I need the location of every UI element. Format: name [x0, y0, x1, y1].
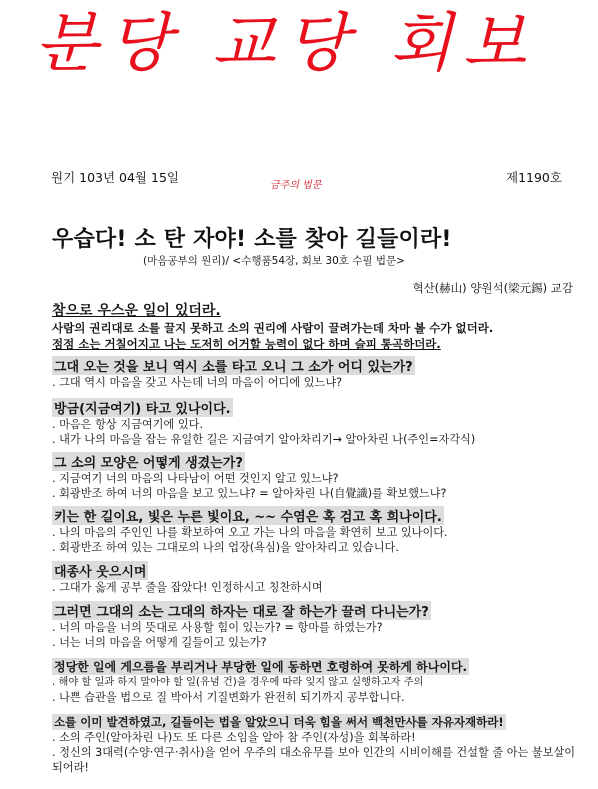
section-heading: 방금(지금여기) 타고 있나이다. — [52, 398, 233, 417]
section-line: . 너의 마음을 너의 뜻대로 사용할 힘이 있는가? = 항마를 하였는가? — [52, 621, 383, 634]
section-line: . 정신의 3대력(수양·연구·취사)을 얻어 우주의 대소유무를 보아 인간의 시비이해를 건설할 줄 아는 불보살이 되어라! — [52, 746, 576, 774]
masthead-title: 분당 교당 회보 — [34, 7, 537, 81]
article-author: 혁산(赫山) 양원석(梁元錫) 교감 — [412, 281, 573, 295]
section-line: . 나쁜 습관을 법으로 질 박아서 기질변화가 완전히 되기까지 공부합니다. — [52, 691, 405, 704]
section-line: . 지금여기 너의 마음의 나타남이 어떤 것인지 알고 있느냐? — [52, 472, 339, 485]
section-heading: 키는 한 길이요, 빛은 누른 빛이요, ~~ 수염은 혹 검고 혹 희나이다. — [52, 506, 444, 525]
qa-section — [52, 506, 582, 555]
section-line: . 너는 너의 마음을 어떻게 길들이고 있는가? — [52, 636, 267, 649]
section-heading: 대종사 웃으시며 — [52, 561, 148, 580]
intro-heading: 참으로 우스운 일이 있더라. — [52, 303, 221, 319]
issue-number: 제1190호 — [506, 170, 562, 185]
intro-line: 사람의 권리대로 소를 끌지 못하고 소의 권리에 사람이 끌려가는데 차마 볼 수가 없더라. — [52, 321, 494, 335]
section-heading: 그대 오는 것을 보니 역시 소를 타고 오니 그 소가 어디 있는가? — [52, 356, 415, 375]
section-heading: 소를 이미 발견하였고, 길들이는 법을 알았으니 더욱 힘을 써서 백천만사를 자유자재하라! — [54, 715, 504, 729]
article-headline: 우습다! 소 탄 자야! 소를 찾아 길들이라! — [52, 227, 452, 252]
qa-section — [52, 711, 582, 775]
section-line: . 해야 할 일과 하지 말아야 할 일(유념 건)을 경우에 따라 잊지 않고 실행하고자 주의 — [52, 677, 424, 688]
article-source: (마음공부의 원리)/ <수행품54장, 회보 30호 수필 법문> — [143, 255, 405, 267]
section-line: . 그대가 옳게 공부 줄을 잡았다! 인정하시고 칭찬하시며 — [52, 581, 323, 594]
section-line: . 회광반조 하여 너의 마음을 보고 있느냐? = 알아차린 나(自覺識)를 확보했느냐? — [52, 487, 447, 500]
section-heading: 정당한 일에 게으름을 부리거나 부당한 일에 동하면 호령하여 못하게 하나이다. — [54, 660, 468, 674]
section-line: . 소의 주인(알아차린 나)도 또 다른 소임을 알아 참 주인(자성)을 회복하라! — [52, 731, 416, 744]
qa-section — [52, 601, 582, 650]
section-line: . 그대 역시 마음을 갖고 사는데 너의 마음이 어디에 있느냐? — [52, 376, 343, 389]
qa-section — [52, 356, 582, 390]
section-line: . 나의 마음의 주인인 나를 확보하여 오고 가는 나의 마음을 확연히 보고 있나이다. — [52, 526, 448, 539]
weekly-dharma-tag: 금주의 법문 — [270, 180, 322, 191]
qa-section — [52, 561, 582, 595]
section-line: . 마음은 항상 지금여기에 있다. — [52, 418, 204, 431]
issue-date: 원기 103년 04월 15일 — [51, 170, 179, 185]
qa-section — [52, 656, 582, 705]
section-heading: 그 소의 모양은 어떻게 생겼는가? — [52, 452, 245, 471]
qa-section — [52, 452, 582, 501]
section-line: . 내가 나의 마음을 잡는 유일한 길은 지금여기 알아차리기→ 알아차린 나(주인=자각식) — [52, 433, 476, 446]
intro-line: 점점 소는 거칠어지고 나는 도저히 어거할 능력이 없다 하며 슬피 통곡하더라. — [52, 337, 441, 351]
qa-section — [52, 398, 582, 447]
section-line: . 회광반조 하여 있는 그대로의 나의 업장(욕심)을 알아차리고 있습니다. — [52, 541, 399, 554]
section-heading: 그러면 그대의 소는 그대의 하자는 대로 잘 하는가 끌려 다니는가? — [52, 601, 431, 620]
